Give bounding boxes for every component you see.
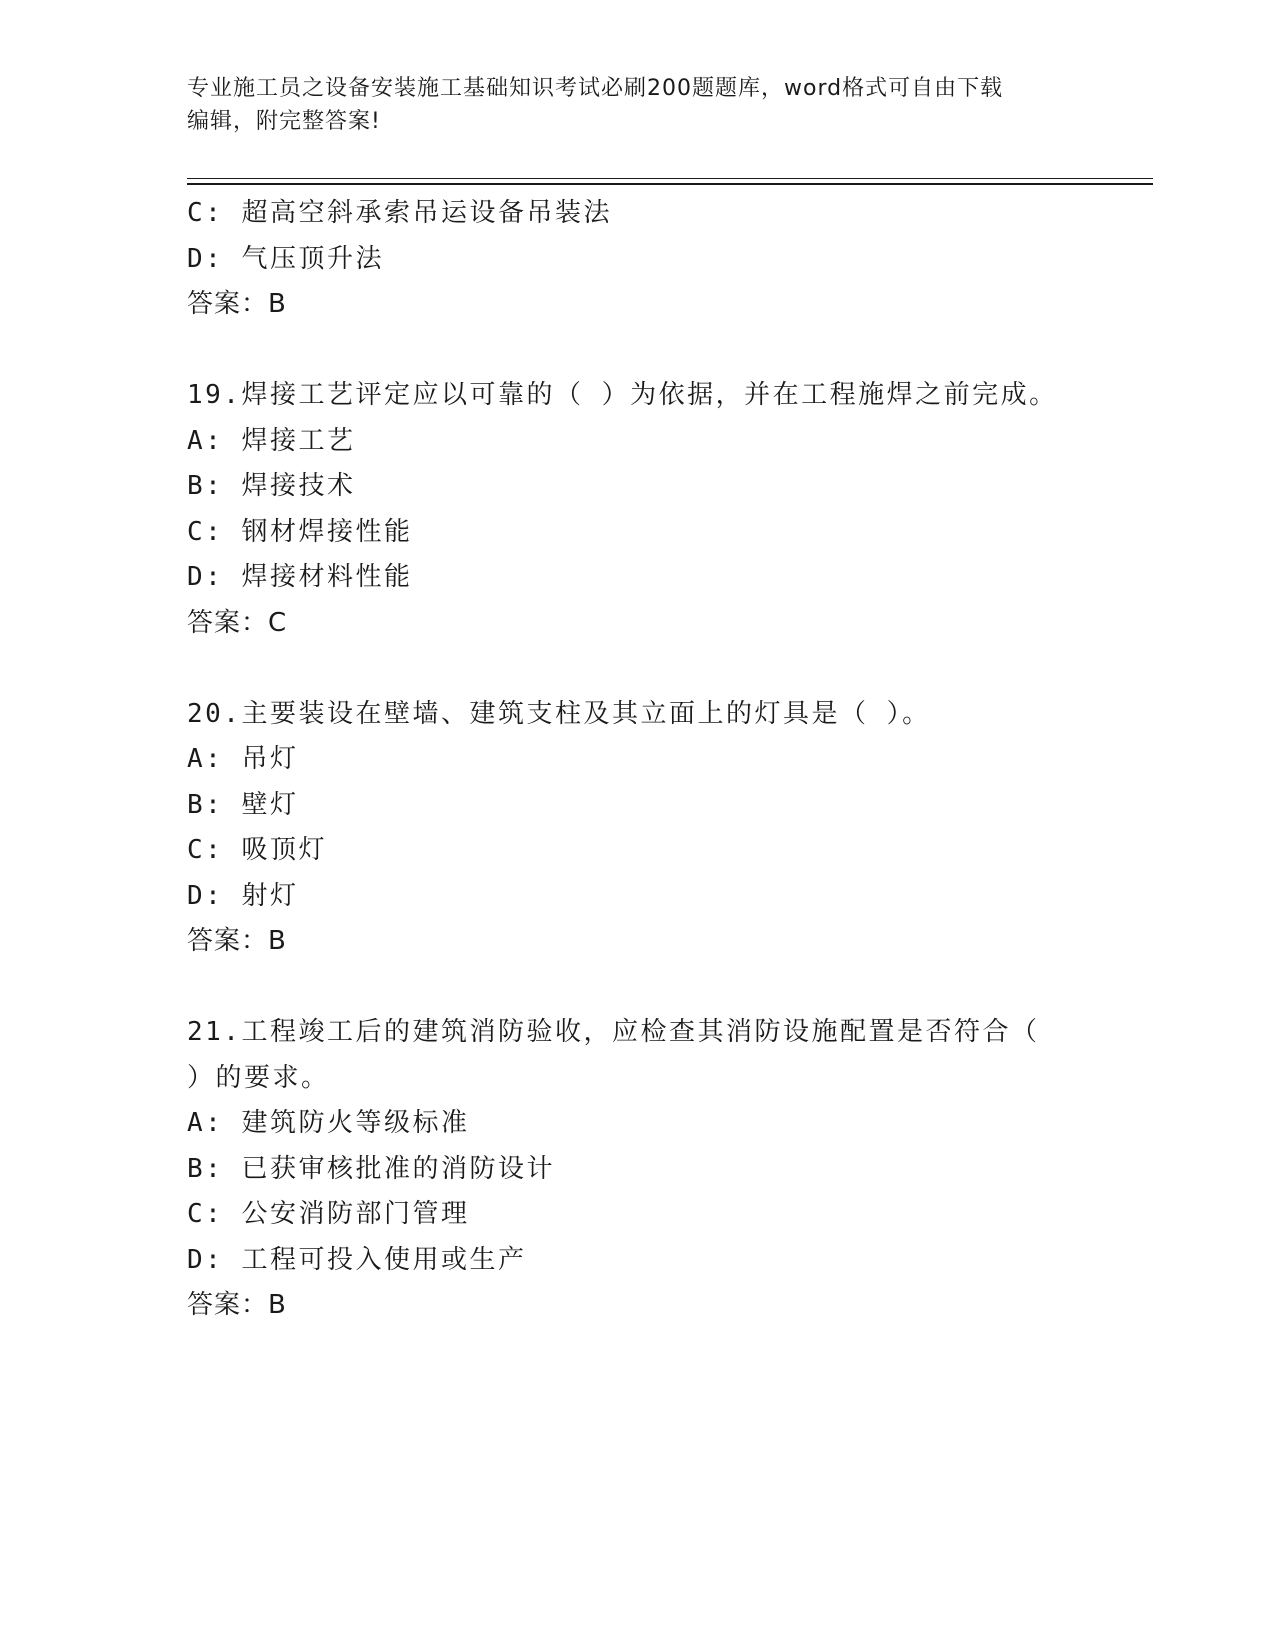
question-21-option-a: A: 建筑防火等级标准 xyxy=(187,1108,470,1138)
question-20-option-d: D: 射灯 xyxy=(187,880,299,911)
question-21-answer: 答案：B xyxy=(187,1290,287,1320)
spacer xyxy=(187,965,1127,1011)
question-19-answer: 答案：C xyxy=(187,607,288,638)
spacer xyxy=(187,328,1127,374)
question-21-option-c: C: 公安消防部门管理 xyxy=(187,1199,470,1229)
question-20-answer: 答案：B xyxy=(187,926,287,956)
question-21-option-d: D: 工程可投入使用或生产 xyxy=(187,1244,527,1275)
header-divider-bottom xyxy=(187,183,1153,185)
spacer xyxy=(187,646,1127,692)
question-list xyxy=(187,191,1127,1329)
question-21-stem-line-2: ）的要求。 xyxy=(187,1062,330,1093)
header-title-line-1: 专业施工员之设备安装施工基础知识考试必刷200题题库，word格式可自由下载 xyxy=(187,76,1004,101)
question-20-option-b: B: 壁灯 xyxy=(187,789,299,820)
question-18-option-d: D: 气压顶升法 xyxy=(187,243,384,274)
question-19-option-a: A: 焊接工艺 xyxy=(187,425,356,456)
question-19 xyxy=(187,373,1127,646)
question-21 xyxy=(187,1010,1127,1329)
question-20 xyxy=(187,692,1127,965)
document-header xyxy=(187,72,1087,138)
question-19-option-b: B: 焊接技术 xyxy=(187,471,356,501)
question-21-option-b: B: 已获审核批准的消防设计 xyxy=(187,1153,555,1184)
question-18-continuation xyxy=(187,191,1127,328)
question-21-stem-line-1: 21.工程竣工后的建筑消防验收，应检查其消防设施配置是否符合（ xyxy=(187,1017,1040,1047)
question-19-stem: 19.焊接工艺评定应以可靠的（ ）为依据，并在工程施焊之前完成。 xyxy=(187,380,1058,410)
header-title-line-2: 编辑，附完整答案! xyxy=(187,109,381,134)
question-20-option-c: C: 吸顶灯 xyxy=(187,835,327,865)
question-18-option-c: C: 超高空斜承索吊运设备吊装法 xyxy=(187,198,612,228)
question-19-option-d: D: 焊接材料性能 xyxy=(187,562,413,592)
question-20-option-a: A: 吊灯 xyxy=(187,744,299,774)
question-20-stem: 20.主要装设在壁墙、建筑支柱及其立面上的灯具是（ ）。 xyxy=(187,698,931,729)
question-19-option-c: C: 钢材焊接性能 xyxy=(187,516,413,547)
question-18-answer: 答案：B xyxy=(187,289,287,319)
header-divider-top xyxy=(187,178,1153,179)
